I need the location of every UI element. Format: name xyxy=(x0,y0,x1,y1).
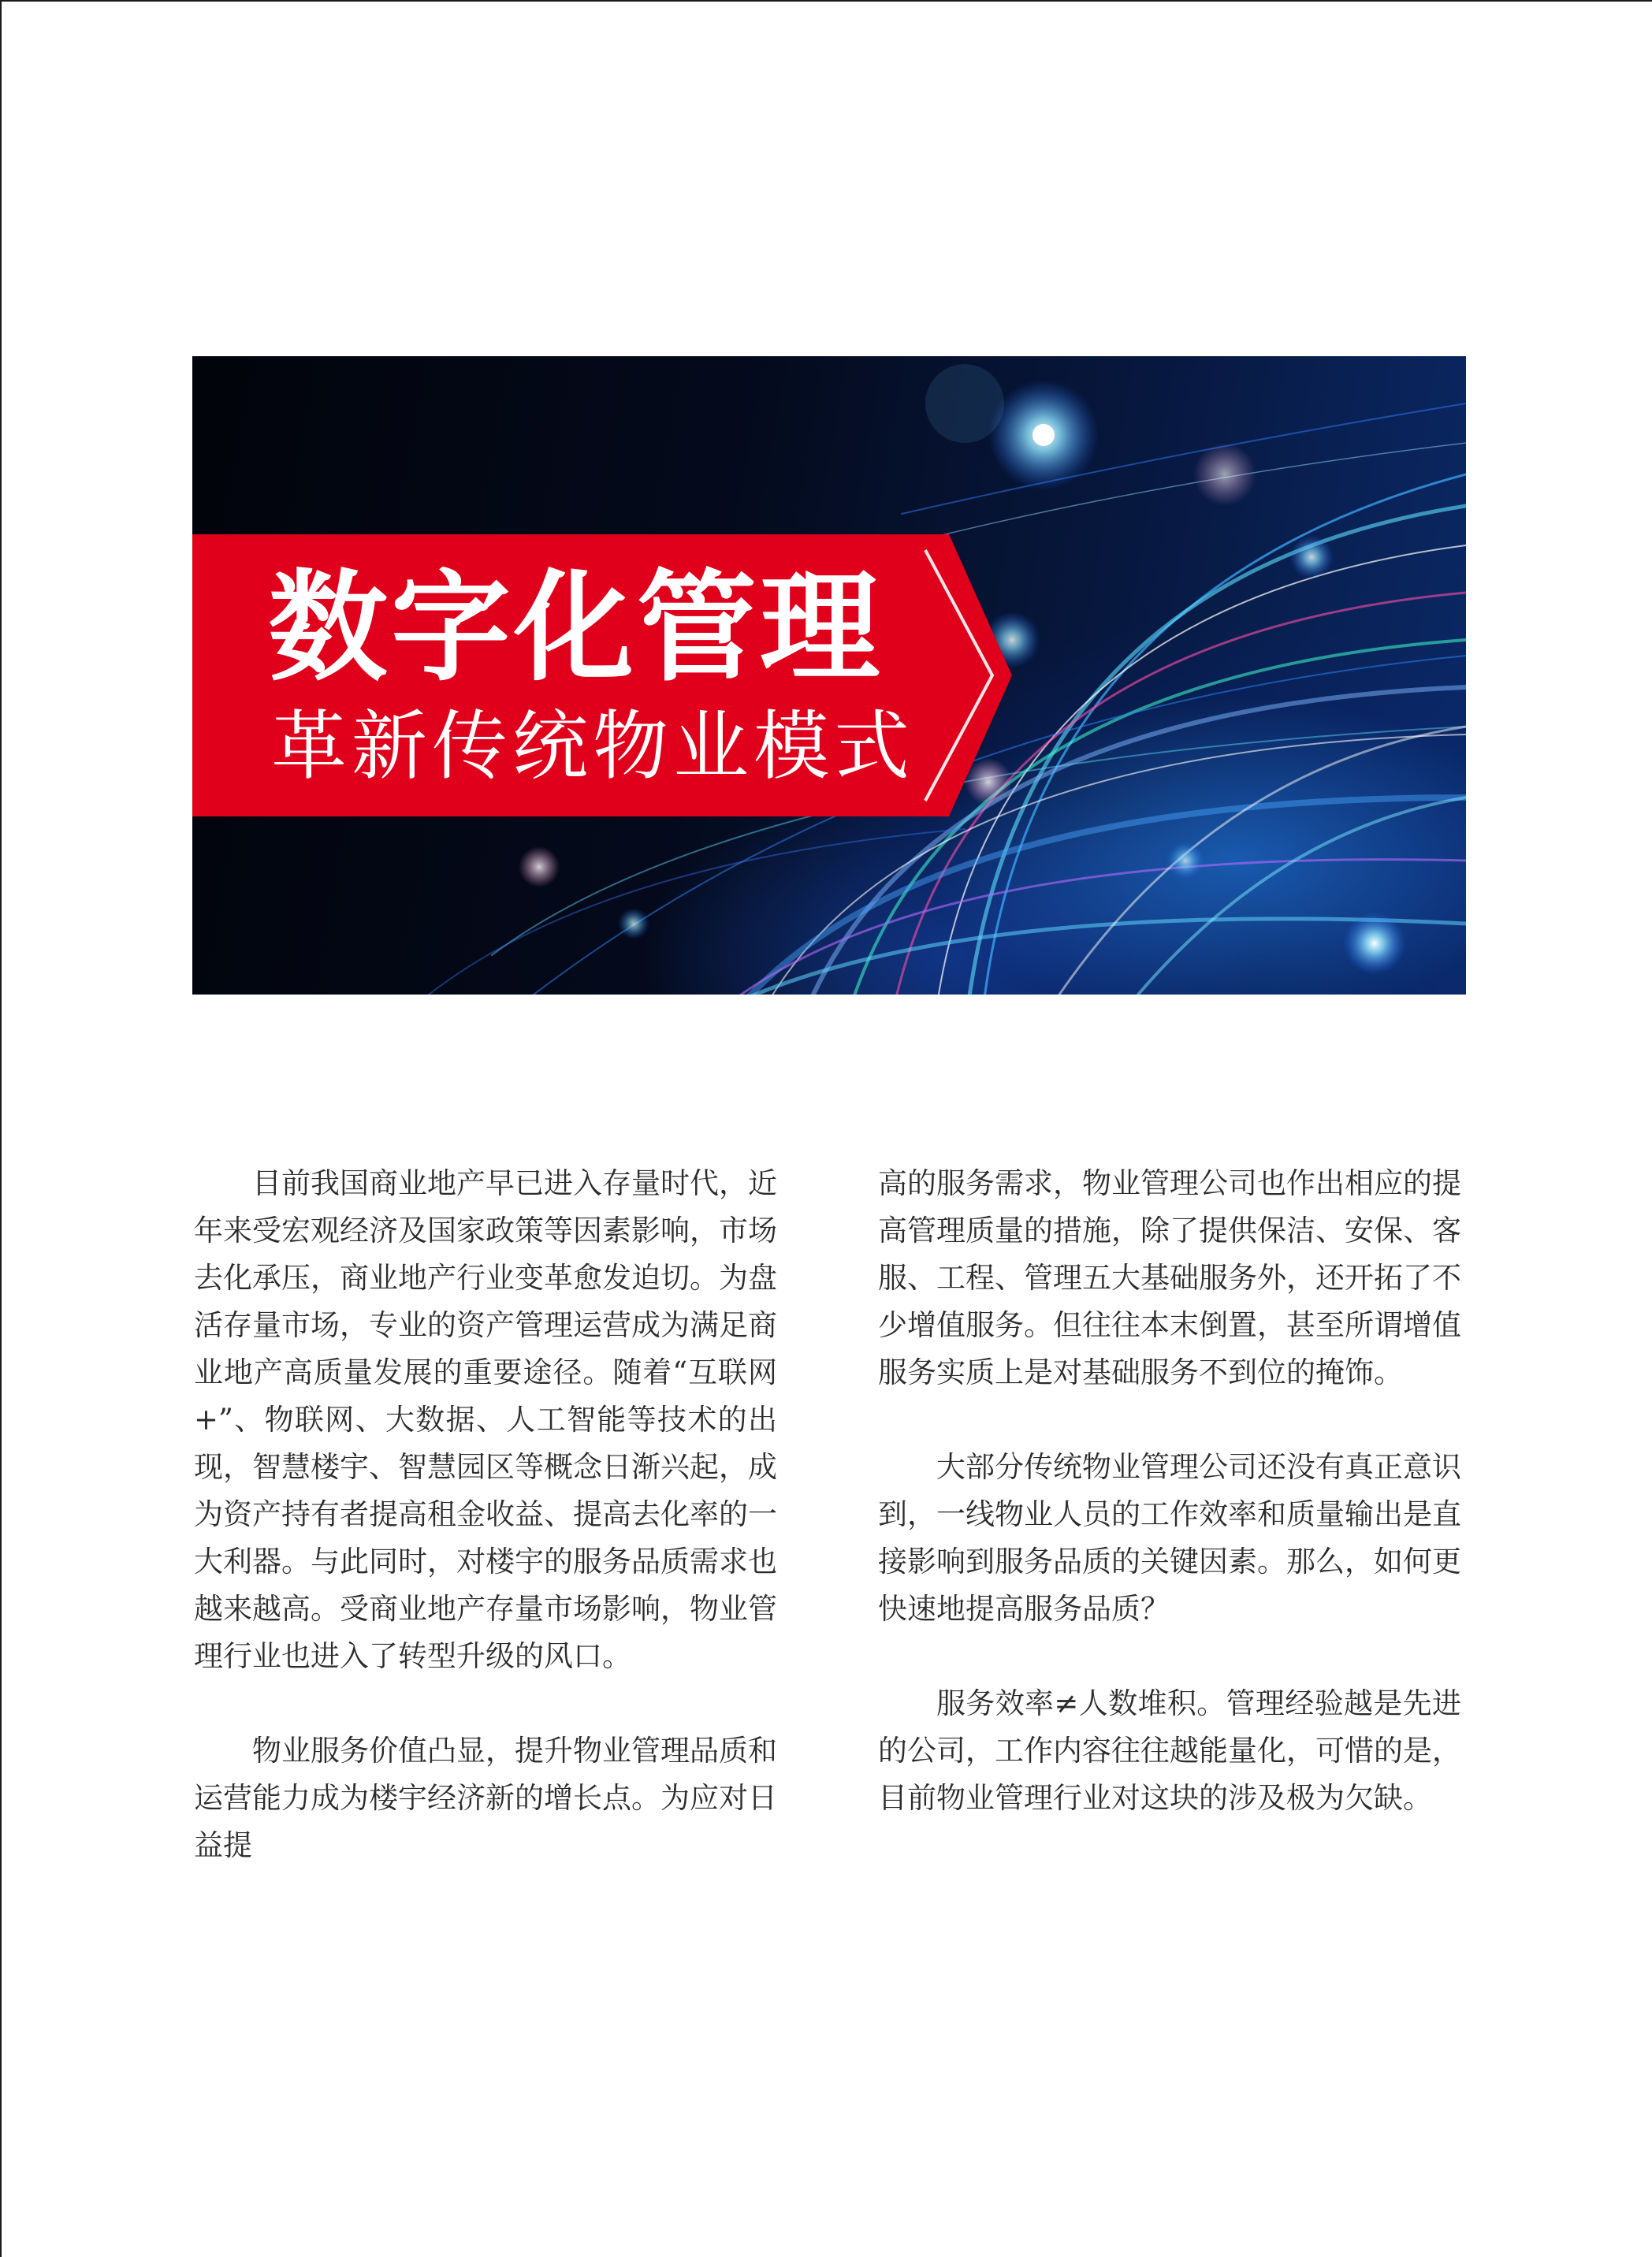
article-column-right xyxy=(878,1160,1461,1822)
paragraph: 物业服务价值凸显，提升物业管理品质和运营能力成为楼宇经济新的增长点。为应对日益提 xyxy=(194,1734,777,1862)
paragraph: 服务效率≠人数堆积。管理经验越是先进的公司，工作内容往往越能量化，可惜的是，目前物业管理行业对这块的涉及极为欠缺。 xyxy=(878,1686,1461,1815)
hero-banner xyxy=(192,356,1466,995)
banner-subtitle: 革新传统物业模式 xyxy=(271,702,914,790)
paragraph: 大部分传统物业管理公司还没有真正意识到，一线物业人员的工作效率和质量输出是直接影响到服务品质的关键因素。那么，如何更快速地提高服务品质？ xyxy=(878,1450,1461,1626)
article-column-left xyxy=(194,1160,777,1869)
paragraph: 目前我国商业地产早已进入存量时代，近年来受宏观经济及国家政策等因素影响，市场去化承压，商业地产行业变革愈发迫切。为盘活存量市场，专业的资产管理运营成为满足商业地产高质量发展的重要途径。随着“互联网+”、物联网、大数据、人工智能等技术的出现，智慧楼宇、智慧园区等概念日渐兴起，成为资产持有者提高租金收益、提高去化率的一大利器。与此同时，对楼宇的服务品质需求也越来越高。受商业地产存量市场影响，物业管理行业也进入了转型升级的风口。 xyxy=(194,1166,777,1673)
paragraph-continued: 高的服务需求，物业管理公司也作出相应的提高管理质量的措施，除了提供保洁、安保、客服、工程、管理五大基础服务外，还开拓了不少增值服务。但往往本末倒置，甚至所谓增值服务实质上是对基础服务不到位的掩饰。 xyxy=(878,1166,1461,1389)
banner-title: 数字化管理 xyxy=(268,558,883,697)
